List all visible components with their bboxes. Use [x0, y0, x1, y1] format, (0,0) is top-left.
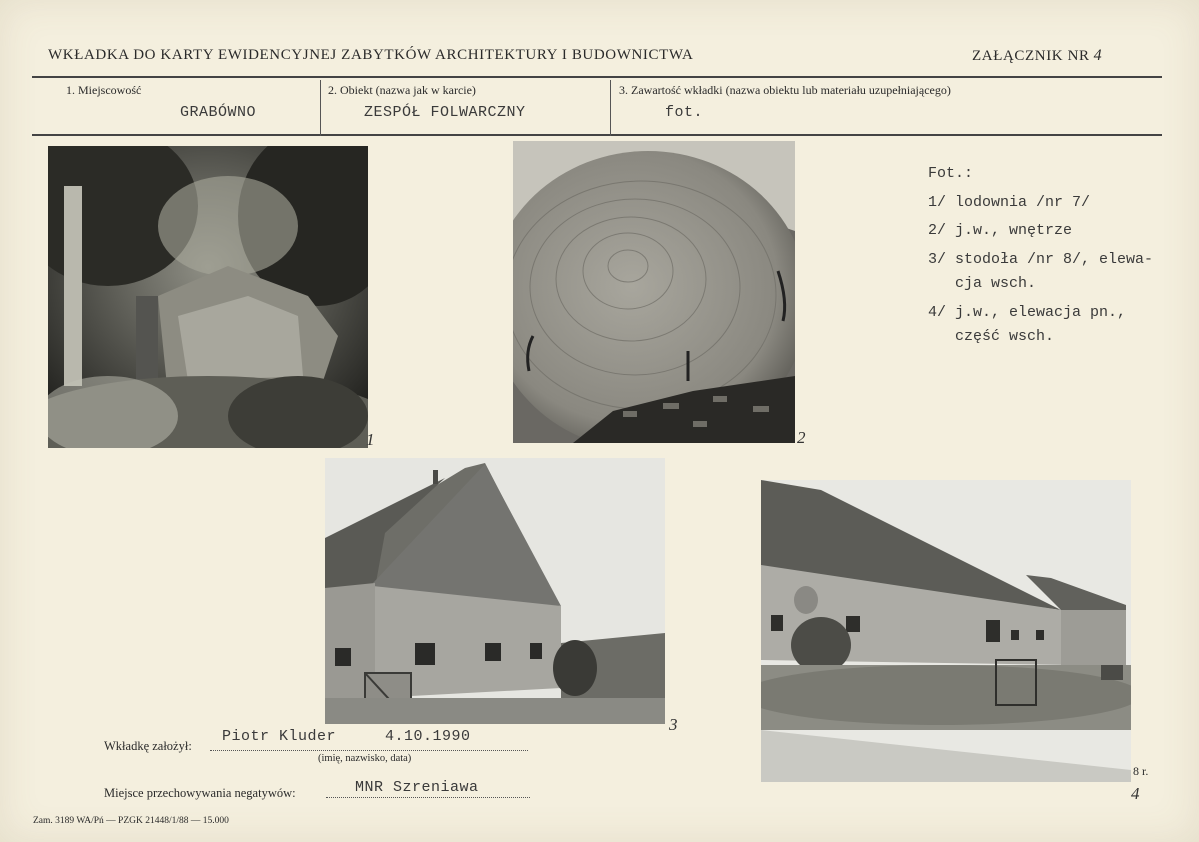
- object-value: ZESPÓŁ FOLWARCZNY: [364, 104, 526, 121]
- notes-heading: Fot.:: [928, 165, 974, 182]
- year-stub: 8 r.: [1133, 764, 1149, 778]
- photo-2: [513, 141, 795, 443]
- founded-dotted-line: [210, 750, 528, 751]
- object-label: 2. Obiekt (nazwa jak w karcie): [328, 83, 476, 97]
- photo-1-image: [48, 146, 368, 448]
- header-rule-bottom: [32, 134, 1162, 136]
- photo-4-image: [761, 480, 1131, 782]
- founded-name: Piotr Kluder: [222, 728, 337, 745]
- founded-hint: (imię, nazwisko, data): [318, 753, 412, 764]
- notes-line-1: 1/ lodownia /nr 7/: [928, 193, 1091, 211]
- annex-label: ZAŁĄCZNIK NR: [972, 48, 1090, 64]
- founded-label: Wkładkę założył:: [104, 739, 192, 753]
- photo-1: [48, 146, 368, 448]
- notes-line-4: cja wsch.: [928, 275, 1037, 292]
- storage-label: Miejsce przechowywania negatywów:: [104, 786, 296, 800]
- content-value: fot.: [665, 104, 704, 121]
- place-value: GRABÓWNO: [180, 104, 257, 121]
- founded-date: 4.10.1990: [385, 728, 471, 745]
- photo-2-image: [513, 141, 795, 443]
- place-label: 1. Miejscowość: [66, 83, 142, 97]
- field-divider-2: [610, 80, 611, 136]
- notes-line-6: część wsch.: [928, 328, 1055, 345]
- photo-4-number: 4: [1131, 784, 1140, 803]
- photo-4: [761, 480, 1131, 782]
- annex-heading: [972, 47, 1102, 65]
- photo-1-number: 1: [366, 430, 375, 449]
- form-title: WKŁADKA DO KARTY EWIDENCYJNEJ ZABYTKÓW ARCHITEKTURY I BUDOWNICTWA: [48, 47, 694, 63]
- notes-line-3: 3/ stodoła /nr 8/, elewa-: [928, 250, 1154, 268]
- photo-3-number: 3: [669, 715, 678, 734]
- photo-notes: [928, 162, 1153, 350]
- photo-3: [325, 458, 665, 724]
- storage-dotted-line: [326, 797, 530, 798]
- annex-number: 4: [1093, 47, 1103, 64]
- header-rule-top: [32, 76, 1162, 78]
- content-label: 3. Zawartość wkładki (nazwa obiektu lub materiału uzupełniającego): [619, 83, 951, 97]
- photo-3-image: [325, 458, 665, 724]
- storage-value: MNR Szreniawa: [355, 779, 479, 796]
- print-order-info: Zam. 3189 WA/Pń — PZGK 21448/1/88 — 15.000: [33, 816, 229, 826]
- field-divider-1: [320, 80, 321, 136]
- notes-line-2: 2/ j.w., wnętrze: [928, 222, 1073, 239]
- notes-line-5: 4/ j.w., elewacja pn.,: [928, 303, 1127, 321]
- photo-2-number: 2: [797, 428, 806, 447]
